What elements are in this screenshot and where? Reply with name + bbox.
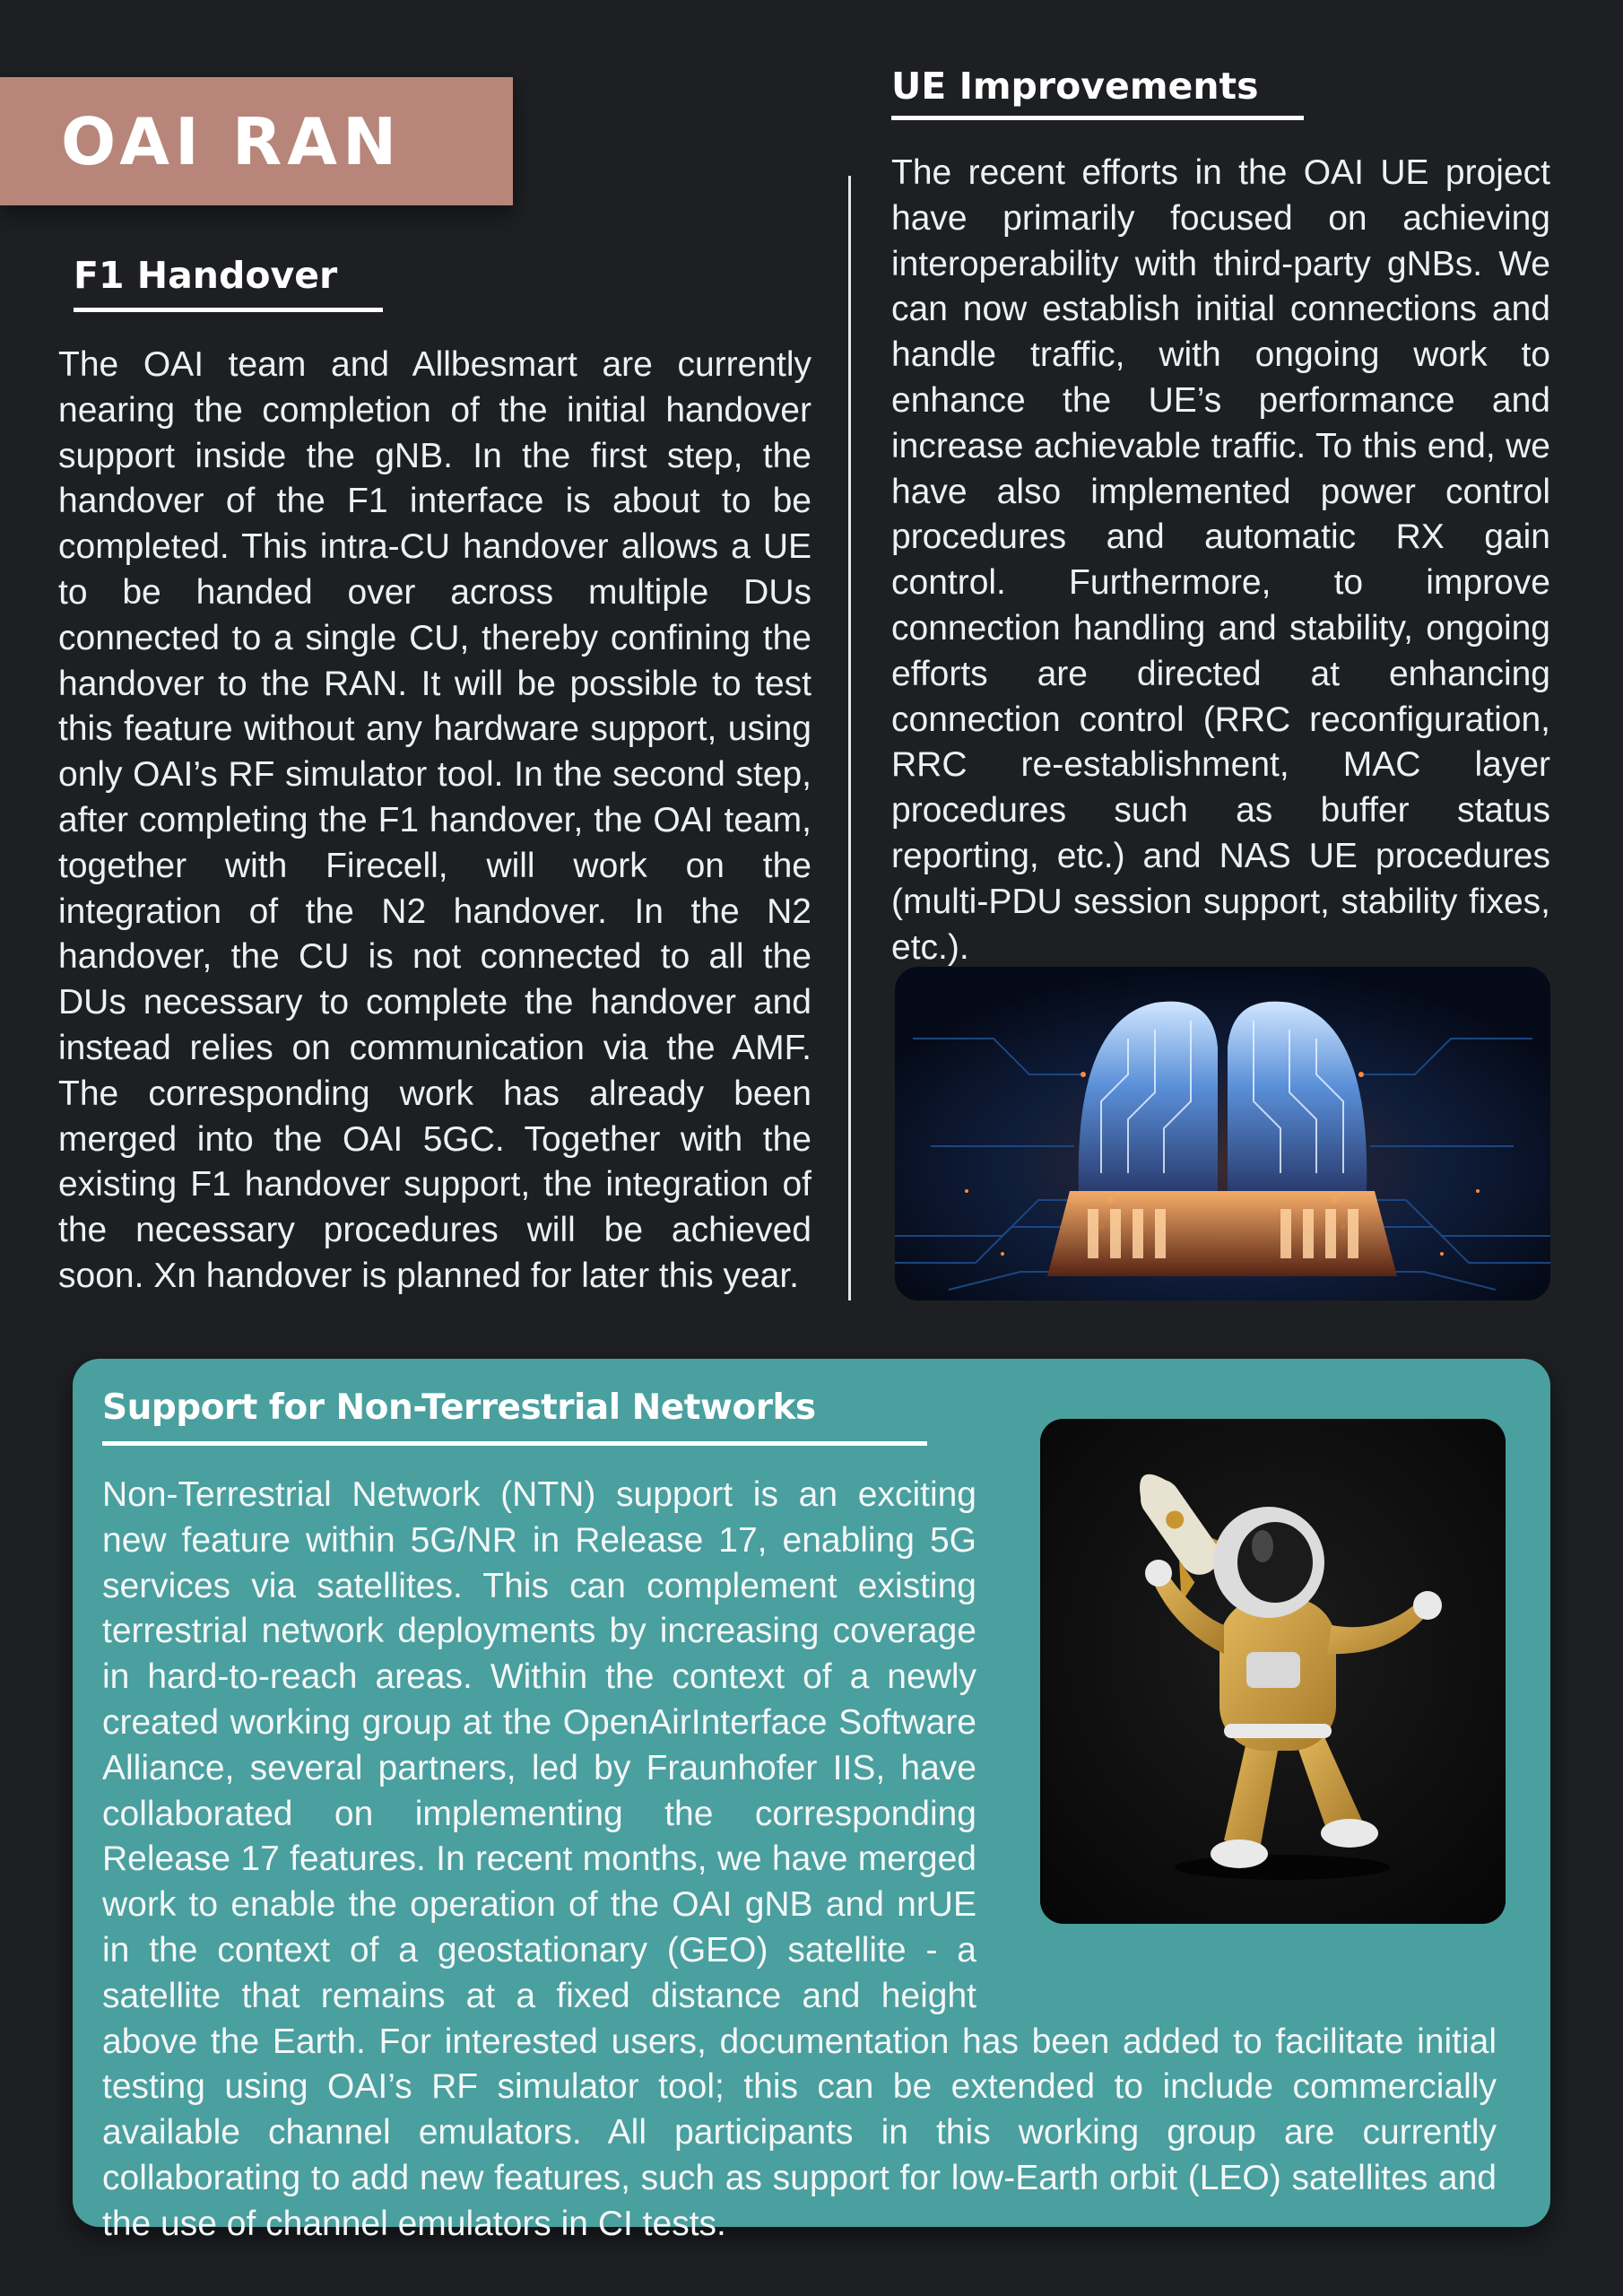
ntn-body: Non-Terrestrial Network (NTN) support is an exciting new feature within 5G/NR in Release 17, enabling 5G services via satellites. This can complement existing terrestrial network deployments by increasing coverage in hard-to-reach areas. Within the context of a newly created working group at the OpenAirInterface Software Alliance, several partners, led by Fraunhofer IIS, have collaborated on implementing the corresponding Release 17 features. In recent months, we have merged work to enable the operation of the OAI gNB and nrUE in the context of a geostationary (GEO) satellite - a satellite that remains at a fixed distance and height above the Earth. For interested users, documentation has been added to facilitate initial testing using OAI’s RF simulator tool; this can be extended to include commercially available channel emulators. All participants in this working group are currently collaborating to add new features, such as support for low-Earth orbit (LEO) satellites and the use of channel emulators in CI tests. bbox=[102, 1473, 1497, 2248]
f1-handover-body: The OAI team and Allbesmart are currently nearing the completion of the initial handover support inside the gNB. In the first step, the handover of the F1 interface is about to be completed. This intra-CU handover allows a UE to be handed over across multiple DUs connected to a single CU, thereby confining the handover to the RAN. It will be possible to test this feature without any hardware support, using only OAI’s RF simulator tool. In the second step, after completing the F1 handover, the OAI team, together with Firecell, will work on the integration of the N2 handover. In the N2 handover, the CU is not connected to all the DUs necessary to complete the handover and instead relies on communication via the AMF. The corresponding work has already been merged into the OAI 5GC. Together with the existing F1 handover support, the integration of the necessary procedures will be achieved soon. Xn handover is planned for later this year. bbox=[58, 345, 812, 1295]
ue-improvements-heading: UE Improvements bbox=[891, 65, 1259, 108]
ntn-image-spacer bbox=[976, 1473, 1497, 1997]
circuit-chip-illustration bbox=[895, 967, 1550, 1300]
ntn-underline bbox=[102, 1441, 927, 1446]
ntn-heading: Support for Non-Terrestrial Networks bbox=[102, 1387, 816, 1428]
f1-handover-underline bbox=[74, 308, 383, 312]
ue-improvements-underline bbox=[891, 116, 1304, 120]
column-divider bbox=[848, 176, 851, 1300]
circuit-chip-image bbox=[895, 967, 1550, 1300]
f1-handover-heading: F1 Handover bbox=[74, 254, 338, 297]
ue-improvements-body: The recent efforts in the OAI UE project have primarily focused on achieving interoperability with third-party gNBs. We can now establish initial connections and handle traffic, with ongoing work to enhance the UE’s performance and increase achievable traffic. To this end, we have also implemented power control procedures and automatic RX gain control. Furthermore, to improve connection handling and stability, ongoing efforts are directed at enhancing connection control (RRC reconfiguration, RRC re-establishment, MAC layer procedures such as buffer status reporting, etc.) and NAS UE procedures (multi-PDU session support, stability fixes, etc.). bbox=[891, 153, 1550, 967]
banner-title: OAI RAN bbox=[61, 103, 403, 179]
section-banner bbox=[0, 77, 513, 205]
